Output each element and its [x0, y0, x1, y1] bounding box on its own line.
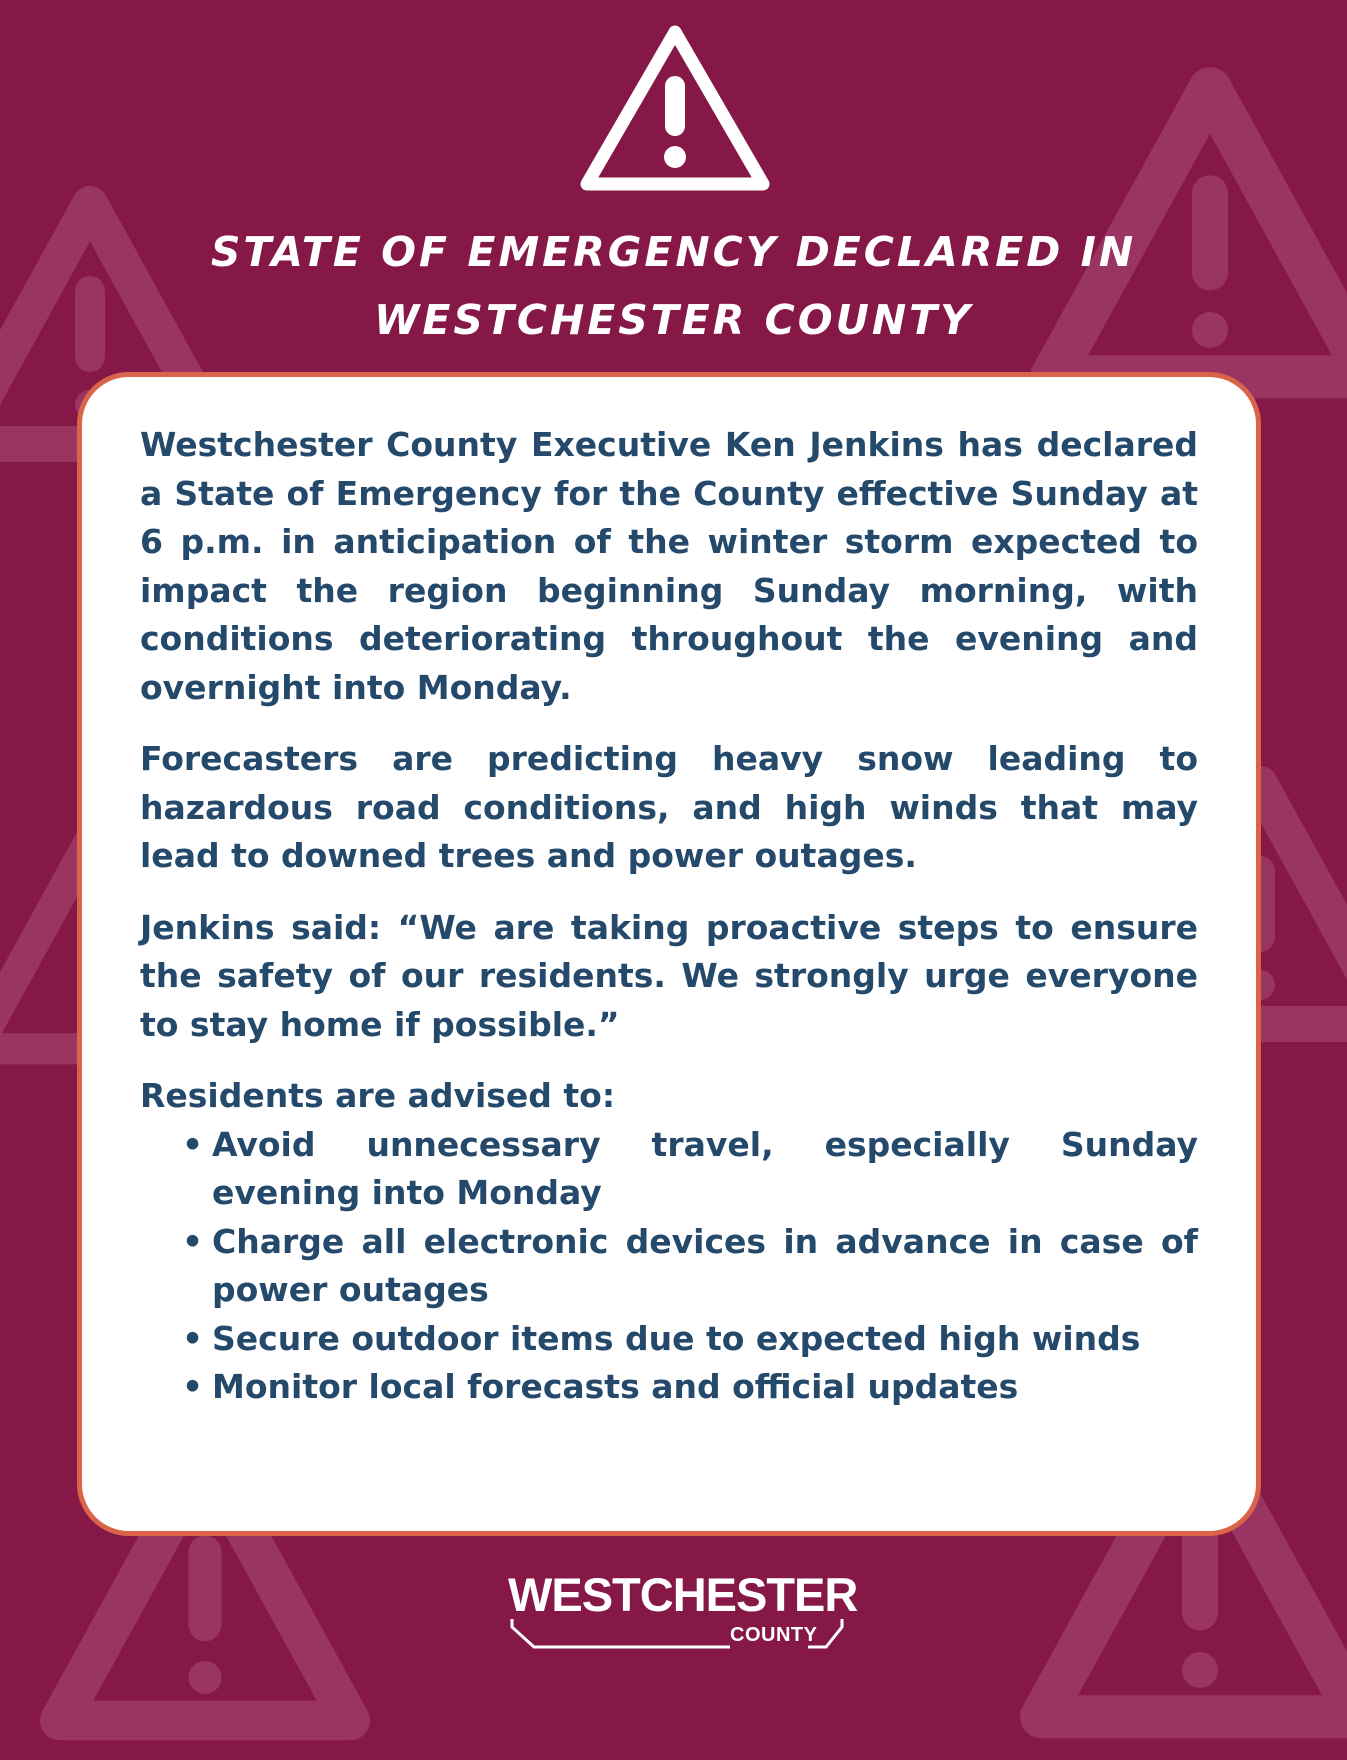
page-title-line: WESTCHESTER COUNTY [374, 296, 973, 344]
advice-item: • Secure outdoor items due to expected high winds [212, 1315, 1198, 1364]
advice-item: • Charge all electronic devices in advance in case of power outages [212, 1218, 1198, 1315]
advice-item: • Avoid unnecessary travel, especially Sunday evening into Monday [212, 1121, 1198, 1218]
announcement-paragraph: Forecasters are predicting heavy snow leading to hazardous road conditions, and high winds that may lead to downed trees and power outages. [140, 739, 1198, 875]
page-title-line: STATE OF EMERGENCY DECLARED IN [210, 228, 1137, 276]
advice-intro: Residents are advised to: [140, 1076, 616, 1115]
page-title [0, 218, 1347, 354]
advice-list [140, 1121, 1198, 1412]
logo-subtitle: COUNTY [730, 1624, 818, 1646]
announcement-paragraph: Westchester County Executive Ken Jenkins has declared a State of Emergency for the County effective Sunday at 6 p.m. in anticipation of the winter storm expected to impact the region beginning Sunday morning, with conditions deteriorating throughout the evening and overnight into Monday. [140, 425, 1198, 707]
westchester-county-logo [508, 1568, 858, 1651]
quote-paragraph: Jenkins said: “We are taking proactive steps to ensure the safety of our residents. We strongly urge everyone to stay home if possible.” [140, 907, 1198, 1044]
advice-item: • Monitor local forecasts and official updates [212, 1363, 1198, 1412]
announcement-card [77, 372, 1261, 1536]
warning-triangle-icon [575, 18, 775, 196]
logo-name: WESTCHESTER [508, 1568, 858, 1621]
